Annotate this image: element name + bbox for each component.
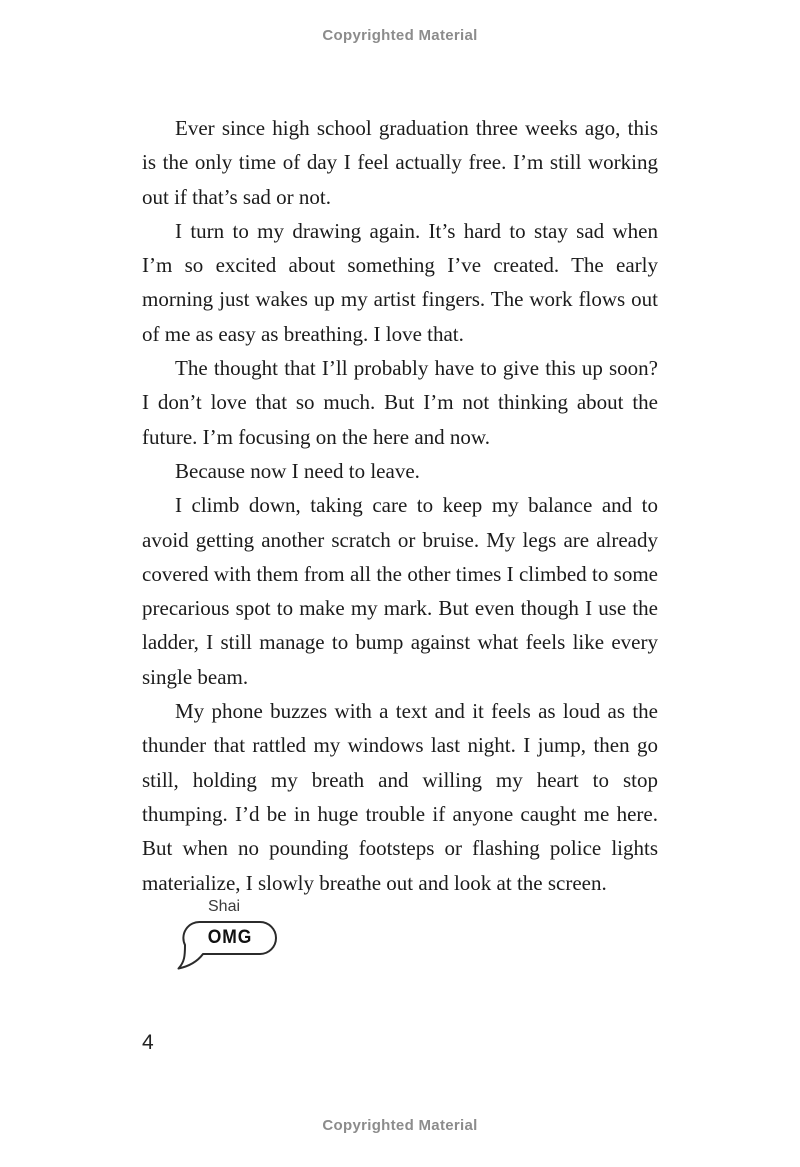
paragraph: My phone buzzes with a text and it feels as loud as the thunder that rattled my windows last night. I jump, then go still, holding my breath and willing my heart to stop thumping. I’d be in huge trouble if anyone caught me here. But when no pounding footsteps or flashing police lights materialize, I slowly breathe out and look at the screen.	[142, 699, 658, 895]
paragraph: Ever since high school graduation three weeks ago, this is the only time of day I feel actually free. I’m still working out if that’s sad or not.	[142, 116, 658, 209]
message-sender-label: Shai	[208, 898, 241, 915]
copyright-footer: Copyrighted Material	[322, 1117, 478, 1134]
page-number: 4	[142, 1031, 154, 1054]
message-text: OMG	[207, 927, 253, 948]
text-message-group	[176, 897, 306, 971]
copyright-header: Copyrighted Material	[322, 27, 478, 44]
paragraph: The thought that I’ll probably have to give this up soon? I don’t love that so much. But I’m not thinking about the future. I’m focusing on the here and now.	[142, 356, 658, 449]
body-text-block	[142, 111, 658, 900]
paragraph: Because now I need to leave.	[175, 458, 420, 483]
paragraph: I climb down, taking care to keep my balance and to avoid getting another scratch or bruise. My legs are already covered with them from all the other times I climbed to some precarious spot to make my mark. But even though I use the ladder, I still manage to bump against what feels like every single beam.	[142, 493, 658, 689]
speech-bubble	[176, 919, 286, 971]
paragraph: I turn to my drawing again. It’s hard to stay sad when I’m so excited about something I’ve created. The early morning just wakes up my artist fingers. The work flows out of me as easy as breathing. I love that.	[142, 218, 658, 346]
